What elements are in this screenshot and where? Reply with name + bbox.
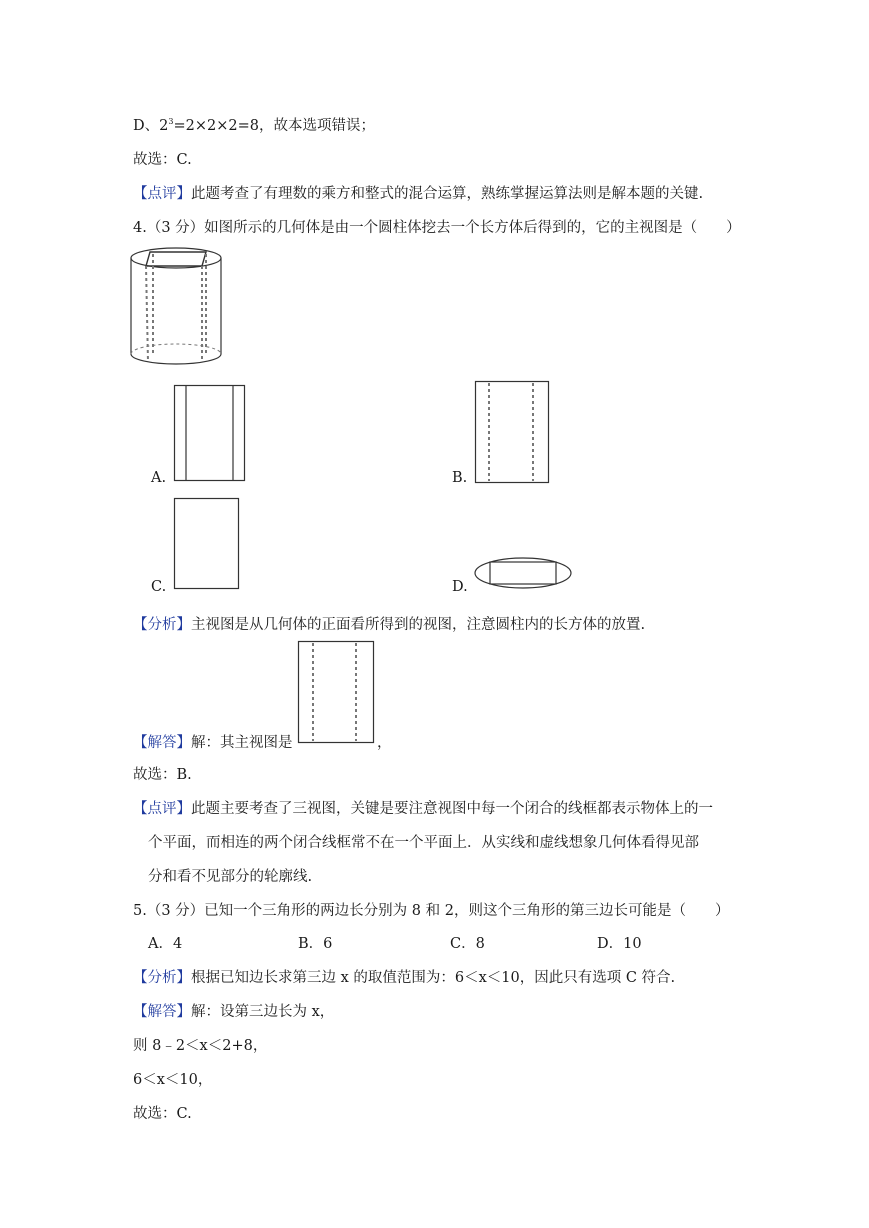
q5-option-a[interactable]: A．4 <box>148 936 183 952</box>
solution-text: 解：其主视图是 <box>191 735 293 751</box>
q5-option-d[interactable]: D．10 <box>597 936 642 952</box>
solution-tag: 【解答】 <box>133 735 191 751</box>
q5-analysis <box>133 966 675 987</box>
q5-option-c[interactable]: C．8 <box>450 936 485 952</box>
option-a-figure[interactable] <box>174 385 246 482</box>
q4-analysis <box>133 613 645 634</box>
q4-comment-line-1 <box>133 797 713 818</box>
analysis-tag: 【分析】 <box>133 970 191 986</box>
option-d-rest: =2×2×2=8，故本选项错误； <box>173 118 375 134</box>
prev-comment <box>133 182 703 203</box>
solution-figure <box>298 641 375 744</box>
option-d-line <box>133 114 375 135</box>
q5-option-b[interactable]: B．6 <box>298 936 333 952</box>
comment-tag: 【点评】 <box>133 186 191 202</box>
q5-answer: 故选：C. <box>133 1106 192 1122</box>
exponent: 3 <box>168 117 174 126</box>
q4-comment-line-2: 个平面，而相连的两个闭合线框常不在一个平面上．从实线和虚线想象几何体看得见部 <box>148 835 699 851</box>
q4-stem: 4.（3 分）如图所示的几何体是由一个圆柱体挖去一个长方体后得到的，它的主视图是（ ） <box>133 220 741 236</box>
q5-stem: 5.（3 分）已知一个三角形的两边长分别为 8 和 2，则这个三角形的第三边长可能是（ ） <box>133 903 730 919</box>
solution-tail: ， <box>377 735 392 751</box>
prev-answer: 故选：C. <box>133 152 192 168</box>
q5-step-1: 则 8﹣2＜x＜2+8， <box>133 1038 268 1054</box>
solution-tag: 【解答】 <box>133 1004 191 1020</box>
q5-solution <box>133 1000 334 1021</box>
option-c-figure[interactable] <box>174 498 240 590</box>
option-d-prefix: D、2 <box>133 118 169 134</box>
option-d-figure[interactable] <box>474 556 574 590</box>
q4-comment-line-3: 分和看不见部分的轮廓线. <box>148 869 313 885</box>
option-a-label[interactable]: A. <box>151 470 167 486</box>
option-d-label[interactable]: D. <box>452 579 468 595</box>
comment-tag: 【点评】 <box>133 801 191 817</box>
option-b-figure[interactable] <box>475 381 550 484</box>
q4-answer: 故选：B. <box>133 767 192 783</box>
analysis-tag: 【分析】 <box>133 617 191 633</box>
comment-text: 此题主要考查了三视图，关键是要注意视图中每一个闭合的线框都表示物体上的一 <box>191 801 713 817</box>
q4-solution <box>133 731 293 752</box>
q5-step-2: 6＜x＜10， <box>133 1072 213 1088</box>
analysis-text: 主视图是从几何体的正面看所得到的视图，注意圆柱内的长方体的放置. <box>191 617 646 633</box>
option-c-label[interactable]: C. <box>151 579 167 595</box>
cylinder-figure <box>128 244 228 370</box>
analysis-text: 根据已知边长求第三边 x 的取值范围为：6＜x＜10，因此只有选项 C 符合. <box>191 970 676 986</box>
comment-text: 此题考查了有理数的乘方和整式的混合运算，熟练掌握运算法则是解本题的关键. <box>191 186 704 202</box>
solution-text: 解：设第三边长为 x， <box>191 1004 335 1020</box>
option-b-label[interactable]: B. <box>452 470 468 486</box>
